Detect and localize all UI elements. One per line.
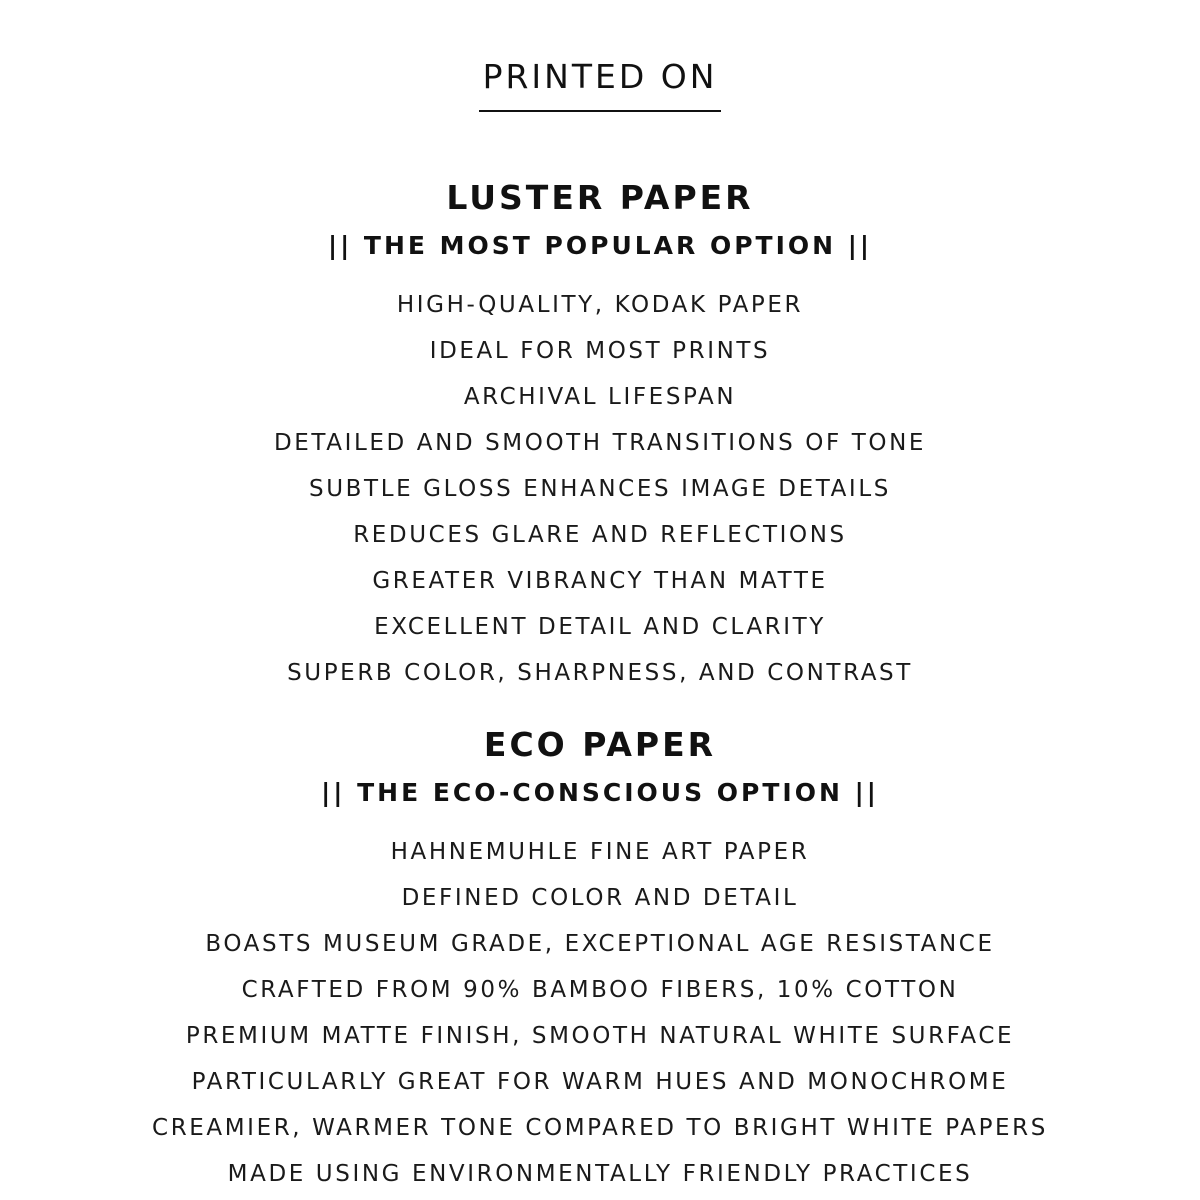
eco-paper-section bbox=[0, 723, 1200, 1197]
feature-item: CRAFTED FROM 90% BAMBOO FIBERS, 10% COTTON bbox=[241, 977, 959, 1003]
feature-item: SUBTLE GLOSS ENHANCES IMAGE DETAILS bbox=[309, 476, 891, 502]
luster-paper-section bbox=[0, 176, 1200, 696]
feature-item: HAHNEMUHLE FINE ART PAPER bbox=[390, 839, 810, 865]
feature-item: MADE USING ENVIRONMENTALLY FRIENDLY PRACTICES bbox=[227, 1161, 973, 1187]
feature-item: PREMIUM MATTE FINISH, SMOOTH NATURAL WHITE SURFACE bbox=[185, 1023, 1015, 1049]
feature-item: REDUCES GLARE AND REFLECTIONS bbox=[353, 522, 847, 548]
luster-paper-title: LUSTER PAPER bbox=[446, 178, 754, 217]
header bbox=[0, 58, 1200, 112]
page-title: PRINTED ON bbox=[479, 58, 722, 112]
feature-item: GREATER VIBRANCY THAN MATTE bbox=[372, 568, 828, 594]
feature-item: HIGH-QUALITY, KODAK PAPER bbox=[396, 292, 804, 318]
feature-item: ARCHIVAL LIFESPAN bbox=[463, 384, 737, 410]
eco-paper-subtitle: || THE ECO-CONSCIOUS OPTION || bbox=[321, 778, 879, 807]
feature-item: DETAILED AND SMOOTH TRANSITIONS OF TONE bbox=[273, 430, 927, 456]
feature-item: EXCELLENT DETAIL AND CLARITY bbox=[374, 614, 826, 640]
feature-item: PARTICULARLY GREAT FOR WARM HUES AND MONOCHROME bbox=[191, 1069, 1009, 1095]
feature-item: DEFINED COLOR AND DETAIL bbox=[401, 885, 799, 911]
eco-paper-title: ECO PAPER bbox=[483, 725, 717, 764]
feature-item: IDEAL FOR MOST PRINTS bbox=[429, 338, 771, 364]
eco-paper-feature-list bbox=[0, 829, 1200, 1197]
feature-item: SUPERB COLOR, SHARPNESS, AND CONTRAST bbox=[287, 660, 913, 686]
luster-paper-subtitle: || THE MOST POPULAR OPTION || bbox=[327, 231, 873, 260]
luster-paper-feature-list bbox=[0, 282, 1200, 696]
feature-item: CREAMIER, WARMER TONE COMPARED TO BRIGHT WHITE PAPERS bbox=[152, 1115, 1048, 1141]
feature-item: BOASTS MUSEUM GRADE, EXCEPTIONAL AGE RESISTANCE bbox=[205, 931, 995, 957]
